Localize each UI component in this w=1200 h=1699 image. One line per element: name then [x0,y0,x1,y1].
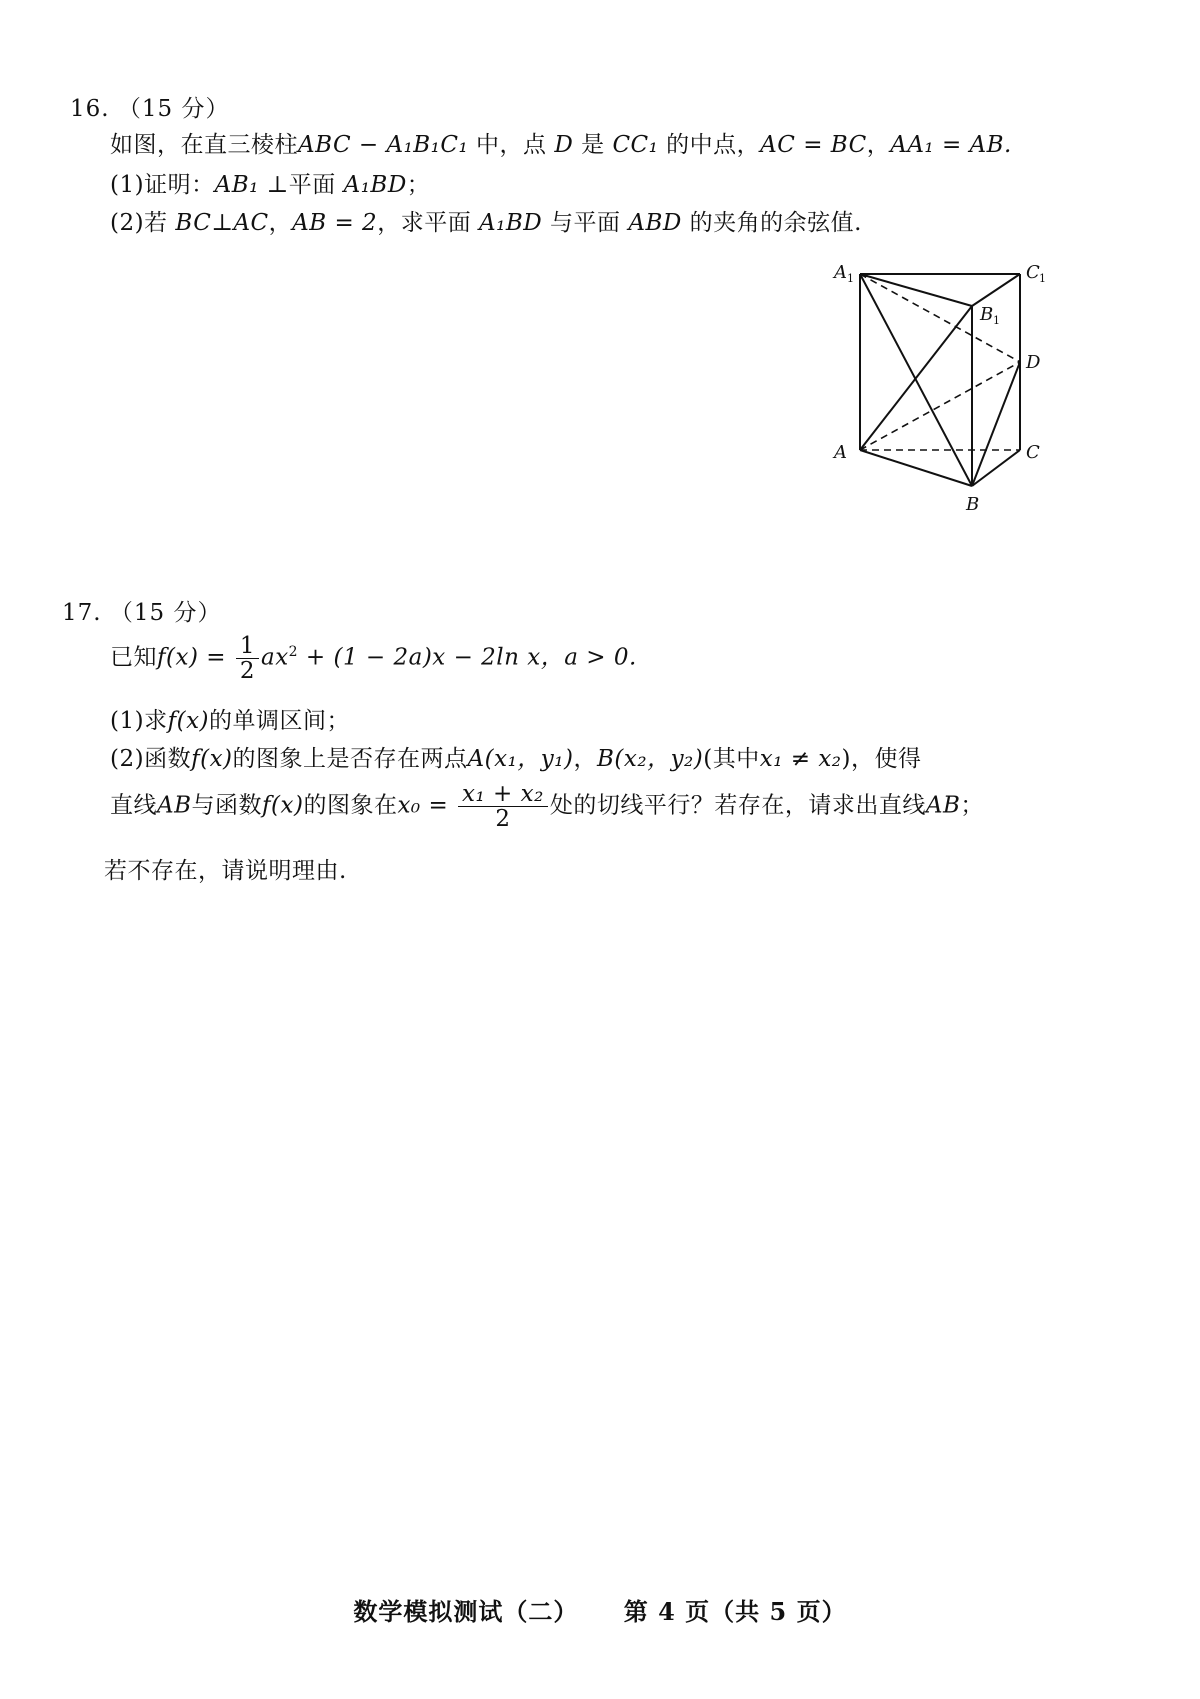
q16-intro-mid2: 是 [573,132,613,158]
q16-intro-prefix: 如图，在直三棱柱 [110,132,298,158]
q16-part2-sep: ， [268,210,293,236]
q17-part1-label: (1)求 [110,708,168,734]
q17-term1-sup: 2 [288,643,299,660]
q17-mid-den: 2 [495,806,511,832]
q17-term1: ax [260,644,289,671]
q17-line3-text1: 直线 [110,792,157,819]
footer-title: 数学模拟测试（二） [353,1597,579,1626]
q16-part1-text: 平面 [288,172,344,198]
q16-score: （15 分） [117,96,230,122]
q16-intro-mid3: 的中点， [658,132,761,158]
q16-intro [110,126,1012,159]
q17-score: （15 分） [109,600,222,626]
q17-line4-text: 若不存在，请说明理由. [104,858,347,884]
q17-part2-sep: ， [573,746,597,772]
segment-a1b [860,274,972,486]
q17-half-den: 2 [239,658,255,684]
q16-part1-end: ； [406,172,431,198]
q17-part1-fx: f(x) [167,708,210,734]
q17-part2-neq: x₁ ≠ x₂ [759,746,842,772]
footer-page-number: 第 4 页（共 5 页） [623,1597,847,1626]
q17-half-fraction [236,634,259,683]
q17-line3-end: ； [960,792,984,819]
q16-part1-plane: A₁BD [343,172,407,198]
q17-part2-point-b: B(x₂，y₂) [597,746,704,772]
q17-given-prefix: 已知 [110,644,157,671]
q16-seg-cc1: CC₁ [612,132,659,158]
q17-part2-fx: f(x) [191,746,233,772]
edge-a1b1 [860,274,972,306]
page-footer [0,1592,1200,1627]
q17-line3-text2: 与函数 [191,792,263,819]
q17-part2-text2: (其中 [703,746,760,772]
segment-ad-hidden [860,362,1020,450]
prism-figure [820,262,1060,532]
label-b1-sub: 1 [993,314,1000,327]
q17-line3-fx: f(x) [262,792,304,819]
q17-line3-ab: AB [157,792,192,819]
q17-part2-text3: )，使得 [841,746,922,772]
q16-number: 16. [70,96,110,122]
label-d: D [1026,352,1041,373]
q17-a-cond: a > 0. [564,644,637,671]
q17-fx: f(x) [157,644,199,671]
q16-part2-plane1: A₁BD [479,210,543,236]
q17-mid-num: x₁ + x₂ [458,782,548,807]
q17-term-rest: + (1 − 2a)x − 2ln x， [298,644,565,671]
q17-midpoint-fraction [458,782,548,831]
label-c1: C [1026,262,1040,283]
q17-given [110,634,637,683]
label-b1: B [980,304,994,325]
q16-part1 [110,166,430,199]
q17-half-num: 1 [236,634,259,659]
q16-part2-text2: 与平面 [542,210,629,236]
label-a1: A [834,262,847,283]
label-a1-sub: 1 [847,272,854,285]
q16-part2-text1: ，求平面 [377,210,480,236]
q16-cond2: AA₁ = AB. [890,132,1012,158]
q16-part2-cond1: BC⊥AC [175,210,269,236]
q16-comma: ， [866,132,891,158]
q17-line3-text4: 处的切线平行？若存在，请求出直线 [549,792,926,819]
q17-part2-point-a: A(x₁，y₁) [467,746,574,772]
q16-part2-text3: 的夹角的余弦值. [681,210,862,236]
q16-prism-top: A₁B₁C₁ [386,132,469,158]
label-b: B [966,494,980,515]
q17-part1 [110,702,350,735]
edge-b1c1 [972,274,1020,306]
q16-part2-label: (2)若 [110,210,176,236]
q17-line3-text3: 的图象在 [303,792,398,819]
q17-part2-text1: 的图象上是否存在两点 [232,746,468,772]
q16-part1-expr: AB₁ ⊥ [214,172,289,198]
q17-number: 17. [62,600,102,626]
q16-minus: − [351,132,387,158]
q17-header [62,594,221,627]
q17-part2 [110,740,922,773]
label-a: A [834,442,847,463]
q17-line4 [104,852,347,885]
q17-line3-ab2: AB [925,792,961,819]
label-c: C [1026,442,1040,463]
q17-eq: = [198,644,234,671]
q17-line3-x0: x₀ = [397,792,457,819]
q16-cond1: AC = BC [760,132,867,158]
q17-line3 [110,782,984,831]
q16-header [70,90,229,123]
q17-part2-label: (2)函数 [110,746,192,772]
q16-part1-label: (1)证明： [110,172,215,198]
q16-intro-mid1: 中，点 [468,132,555,158]
label-c1-sub: 1 [1039,272,1046,285]
q16-prism: ABC [298,132,352,158]
q16-part2 [110,204,862,237]
q16-part2-plane2: ABD [628,210,682,236]
q16-part2-cond2: AB = 2 [292,210,378,236]
q17-part1-text: 的单调区间； [209,708,351,734]
q16-point-d: D [554,132,574,158]
